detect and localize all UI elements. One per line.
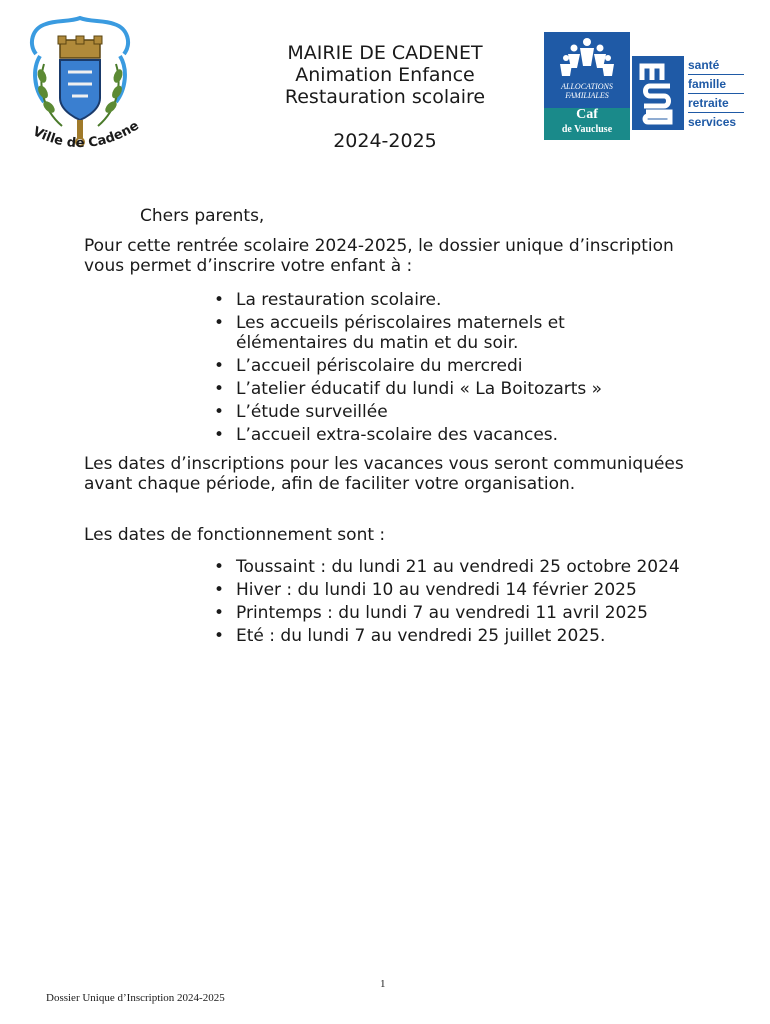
msa-word-services: services — [688, 115, 737, 129]
school-year: 2024-2025 — [333, 130, 437, 152]
footer-doc-title: Dossier Unique d’Inscription 2024-2025 — [46, 992, 225, 1004]
caf-line1: ALLOCATIONS — [561, 82, 613, 91]
dates-info-paragraph: Les dates d’inscriptions pour les vacances vous seront communiquées avant chaque période, afin de faciliter votre organisation. — [84, 454, 684, 494]
msa-word-famille: famille — [688, 75, 744, 94]
msa-word-sante: santé — [688, 56, 744, 75]
list-item: • Hiver : du lundi 10 au vendredi 14 février 2025 — [212, 580, 682, 600]
caf-family-icon — [558, 36, 616, 80]
header-title-block — [200, 42, 570, 108]
msa-letters-icon — [636, 60, 680, 126]
crest-caption — [24, 120, 144, 160]
header-line-animation: Animation Enfance — [295, 64, 475, 86]
list-item: • L’accueil périscolaire du mercredi — [212, 356, 632, 376]
msa-logo — [632, 56, 744, 130]
msa-word-retraite: retraite — [688, 94, 744, 113]
header-line-restauration: Restauration scolaire — [284, 86, 486, 108]
svg-text:Ville de Cadenet — [24, 120, 142, 151]
caf-name: Caf — [576, 107, 598, 122]
list-item: • L’accueil extra-scolaire des vacances. — [212, 425, 632, 445]
caf-logo — [544, 32, 630, 140]
list-item: • La restauration scolaire. — [212, 290, 632, 310]
page-number: 1 — [380, 978, 386, 990]
intro-paragraph: Pour cette rentrée scolaire 2024-2025, le dossier unique d’inscription vous permet d’inscrire votre enfant à : — [84, 236, 674, 276]
caf-line2: FAMILIALES — [565, 91, 609, 100]
list-item: • Printemps : du lundi 7 au vendredi 11 avril 2025 — [212, 603, 682, 623]
dates-heading: Les dates de fonctionnement sont : — [84, 525, 386, 545]
header-line-mairie: MAIRIE DE CADENET — [287, 42, 483, 64]
list-item: • L’étude surveillée — [212, 402, 632, 422]
list-item: • Les accueils périscolaires maternels et élémentaires du matin et du soir. — [212, 313, 632, 353]
services-list — [212, 290, 632, 448]
list-item: • Toussaint : du lundi 21 au vendredi 25 octobre 2024 — [212, 557, 682, 577]
crest-caption-text: Ville de Cadene — [30, 120, 142, 152]
greeting: Chers parents, — [140, 206, 265, 226]
list-item: • Eté : du lundi 7 au vendredi 25 juillet 2025. — [212, 626, 682, 646]
list-item: • L’atelier éducatif du lundi « La Boitozarts » — [212, 379, 632, 399]
periods-list — [212, 557, 682, 649]
caf-region: de Vaucluse — [561, 124, 613, 135]
